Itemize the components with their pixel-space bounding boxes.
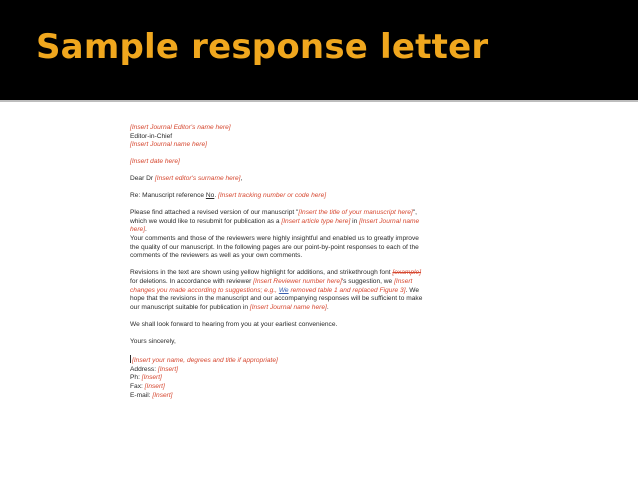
editor-surname-placeholder: [Insert editor's surname here]: [154, 175, 241, 183]
signature-block: [130, 355, 530, 401]
journal-name-placeholder-2-cont: here]: [130, 226, 146, 234]
fax-label: Fax:: [130, 382, 145, 390]
phone-label: Ph:: [130, 374, 142, 382]
addressee-block: [130, 124, 530, 150]
address-label: Address:: [130, 365, 158, 373]
p1-text-1c: ",: [412, 208, 417, 216]
p2-text-2a: for deletions. In accordance with reviewer: [130, 278, 254, 286]
phone-placeholder: [Insert]: [141, 374, 162, 382]
reference-dot: .: [214, 192, 218, 200]
p2-text-5a: our manuscript suitable for publication in: [130, 304, 250, 312]
editor-role: Editor-in-Chief: [130, 132, 173, 140]
paragraph-revisions: [130, 269, 530, 313]
letter-document: [130, 124, 530, 409]
editor-name-placeholder: [Insert Journal Editor's name here]: [130, 124, 231, 131]
sign-off: Yours sincerely,: [130, 337, 176, 345]
article-type-placeholder: [Insert article type here]: [281, 217, 351, 225]
journal-name-placeholder: [Insert Journal name here]: [130, 141, 207, 149]
email-placeholder: [Insert]: [152, 391, 173, 399]
sign-off-paragraph: [130, 338, 530, 347]
changes-placeholder-we: We: [278, 286, 289, 294]
p1-text-4: Your comments and those of the reviewers were highly insightful and enabled us to greatly improve: [130, 235, 419, 243]
email-label: E-mail:: [130, 391, 153, 399]
changes-placeholder-end: removed table 1 and replaced Figure 3]: [288, 286, 406, 294]
reviewer-number-placeholder: [Insert Reviewer number here]: [253, 278, 342, 286]
address-placeholder: [Insert]: [157, 365, 179, 373]
salutation-suffix: ,: [240, 175, 243, 183]
signature-name-placeholder: [Insert your name, degrees and title if appropriate]: [132, 356, 278, 364]
p2-text-1a: Revisions in the text are shown using yellow highlight for additions, and strikethrough font: [130, 269, 393, 277]
p2-text-4: hope that the revisions in the manuscript and our accompanying responses will be sufficient to make: [130, 295, 423, 303]
strikethrough-example: [example]: [392, 269, 422, 277]
changes-placeholder-cont: changes you made according to suggestions; e.g.,: [130, 286, 279, 294]
p1-text-1a: Please find attached a revised version of our manuscript ": [130, 208, 299, 216]
reference-prefix: Re: Manuscript reference: [130, 192, 206, 200]
changes-placeholder-start: [Insert: [394, 278, 413, 286]
closing-paragraph: [130, 321, 530, 330]
reference-line: [130, 192, 530, 201]
paragraph-revised-version: [130, 209, 530, 261]
date-placeholder: [Insert date here]: [130, 158, 180, 166]
closing-line: We shall look forward to hearing from you at your earliest convenience.: [130, 321, 338, 329]
date-line: [130, 158, 530, 167]
p2-text-2c: 's suggestion, we: [341, 278, 395, 286]
p1-text-5: the quality of our manuscript. In the following pages are our point-by-point responses to each of the: [130, 243, 419, 251]
title-bar: [0, 0, 638, 102]
p2-text-3d: . We: [405, 286, 419, 294]
p2-text-5c: .: [326, 304, 329, 312]
reference-no-label: No: [205, 192, 215, 200]
text-cursor: [130, 355, 131, 363]
fax-placeholder: [Insert]: [144, 382, 165, 390]
tracking-number-placeholder: [Insert tracking number or code here]: [217, 192, 327, 200]
p1-text-2c: in: [350, 217, 360, 225]
journal-name-placeholder-2: [Insert Journal name: [359, 217, 420, 225]
salutation-line: [130, 175, 530, 184]
p1-text-6: comments of the reviewers as well as your own comments.: [130, 252, 303, 260]
slide-title: Sample response letter: [36, 27, 489, 67]
manuscript-title-placeholder: [Insert the title of your manuscript here]: [298, 208, 413, 216]
salutation-prefix: Dear Dr: [130, 175, 155, 183]
journal-name-placeholder-3: [Insert Journal name here]: [249, 304, 327, 312]
p1-text-3b: .: [145, 226, 147, 234]
p1-text-2a: which we would like to resubmit for publication as a: [130, 217, 282, 225]
